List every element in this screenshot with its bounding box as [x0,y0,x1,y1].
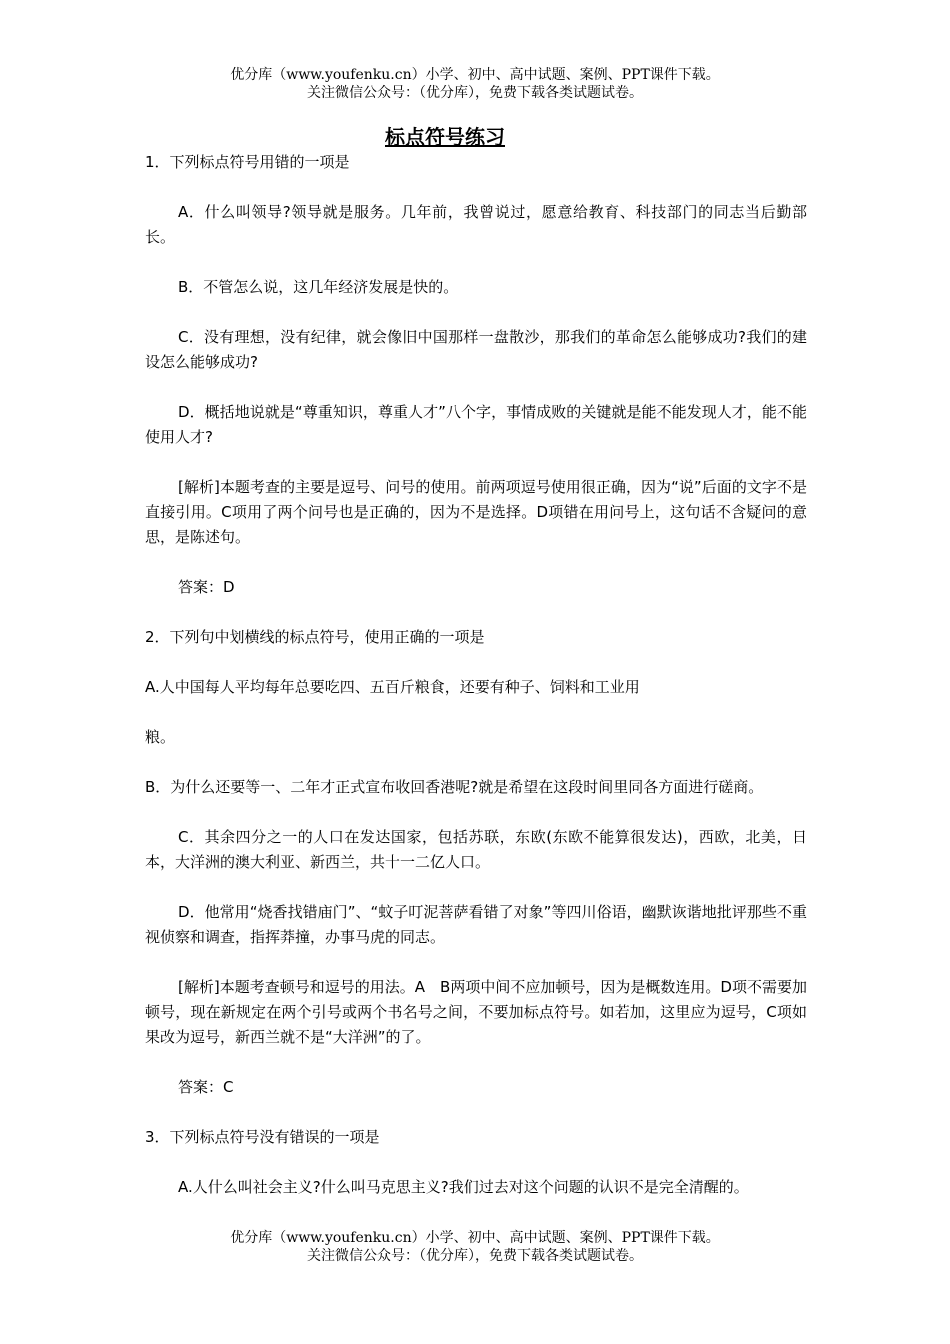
question-3-stem: 3．下列标点符号没有错误的一项是 [145,1128,380,1146]
question-1-option-c: C．没有理想，没有纪律，就会像旧中国那样一盘散沙，那我们的革命怎么能够成功?我们的建设怎么能够成功? [145,328,807,371]
question-2-analysis: [解析]本题考查顿号和逗号的用法。A B两项中间不应加顿号，因为是概数连用。D项不需要加顿号，现在新规定在两个引号或两个书名号之间，不要加标点符号。如若加，这里应为逗号，C项如果改为逗号，新西兰就不是“大洋洲”的了。 [145,978,807,1046]
document-title: 标点符号练习 [385,125,505,149]
question-2-option-a: A.人中国每人平均每年总要吃四、五百斤粮食，还要有种子、饲料和工业用 [145,678,640,696]
question-3-option-a: A.人什么叫社会主义?什么叫马克思主义?我们过去对这个问题的认识不是完全清醒的。 [178,1178,749,1196]
question-1-stem: 1．下列标点符号用错的一项是 [145,153,350,171]
question-2-answer: 答案：C [178,1078,234,1096]
question-2-option-b: B．为什么还要等一、二年才正式宣布收回香港呢?就是希望在这段时间里同各方面进行磋商。 [145,778,764,796]
page-footer [0,1229,950,1265]
footer-line-1: 优分库（www.youfenku.cn）小学、初中、高中试题、案例、PPT课件下载。 [230,1230,720,1246]
question-2-option-c: C．其余四分之一的人口在发达国家，包括苏联，东欧(东欧不能算很发达)，西欧，北美，日本，大洋洲的澳大利亚、新西兰，共十一二亿人口。 [145,828,807,871]
footer-line-2: 关注微信公众号：（优分库），免费下载各类试题试卷。 [307,1248,643,1264]
question-1-option-d: D．概括地说就是“尊重知识，尊重人才”八个字，事情成败的关键就是能不能发现人才，能不能使用人才? [145,403,807,446]
question-1-answer: 答案：D [178,578,235,596]
header-line-1: 优分库（www.youfenku.cn）小学、初中、高中试题、案例、PPT课件下载。 [230,67,720,83]
question-2-stem: 2．下列句中划横线的标点符号，使用正确的一项是 [145,628,485,646]
question-1-option-a: A．什么叫领导?领导就是服务。几年前，我曾说过，愿意给教育、科技部门的同志当后勤部长。 [145,203,807,246]
page-header [0,66,950,102]
question-1-option-b: B．不管怎么说，这几年经济发展是快的。 [178,278,459,296]
question-2-option-a-continued: 粮。 [145,728,176,746]
question-2-option-d: D．他常用“烧香找错庙门”、“蚊子叮泥菩萨看错了对象”等四川俗语，幽默诙谐地批评那些不重视侦察和调查，指挥莽撞，办事马虎的同志。 [145,903,807,946]
document-body [145,150,807,1225]
header-line-2: 关注微信公众号：（优分库），免费下载各类试题试卷。 [307,85,643,101]
question-1-analysis: [解析]本题考查的主要是逗号、问号的使用。前两项逗号使用很正确，因为“说”后面的文字不是直接引用。C项用了两个问号也是正确的，因为不是选择。D项错在用问号上，这句话不含疑问的意思，是陈述句。 [145,478,807,546]
